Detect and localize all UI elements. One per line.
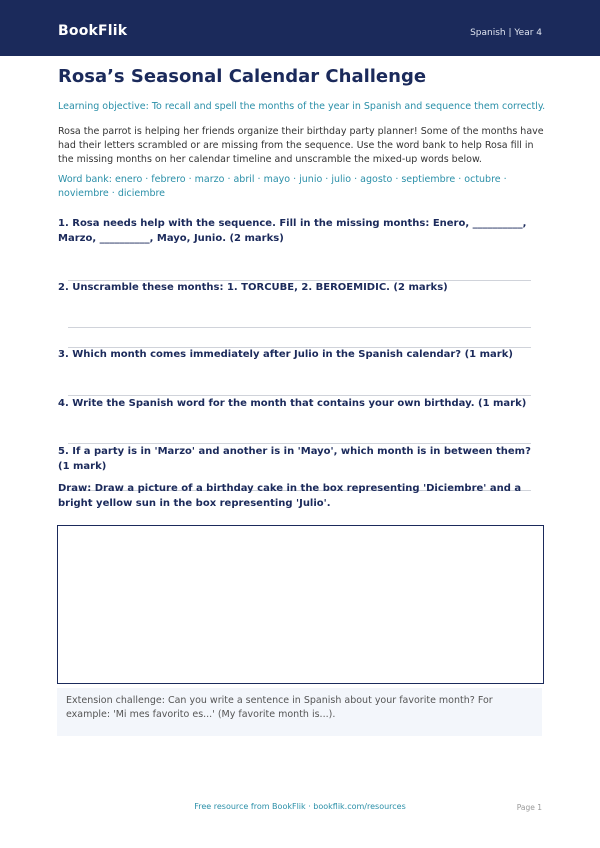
- word-bank: Word bank: enero · febrero · marzo · abril · mayo · junio · julio · agosto · septiembre · octubre · noviembre · diciembre: [58, 174, 507, 199]
- header-bar: [0, 0, 600, 56]
- question-2: 2. Unscramble these months: 1. TORCUBE, 2. BEROEMIDIC. (2 marks): [58, 282, 448, 293]
- draw-task: Draw: Draw a picture of a birthday cake in the box representing 'Diciembre' and a bright yellow sun in the box representing 'Julio'.: [58, 483, 522, 509]
- footer-credit: Free resource from BookFlik · bookflik.com/resources: [194, 802, 406, 811]
- answer-line: [68, 327, 531, 328]
- extension-challenge: [57, 688, 542, 736]
- page-number: Page 1: [516, 803, 542, 812]
- learning-objective: Learning objective: To recall and spell the months of the year in Spanish and sequence them correctly.: [58, 101, 546, 112]
- question-3: 3. Which month comes immediately after Julio in the Spanish calendar? (1 mark): [58, 349, 513, 360]
- question-4: 4. Write the Spanish word for the month that contains your own birthday. (1 mark): [58, 398, 527, 409]
- extension-text: Extension challenge: Can you write a sentence in Spanish about your favorite month? For example: 'Mi mes favorito es...' (My favorite month is...).: [66, 695, 493, 720]
- intro-text: Rosa the parrot is helping her friends organize their birthday party planner! Some of the months have had their letters scrambled or are missing from the sequence. Use the word bank to help Rosa fill in the missing months on her calendar timeline and unscramble the mixed-up words below.: [58, 126, 544, 165]
- brand-logo: BookFlik: [58, 23, 128, 39]
- question-1: 1. Rosa needs help with the sequence. Fill in the missing months: Enero, __________, Marzo, __________, Mayo, Junio. (2 marks): [58, 218, 527, 244]
- question-5: 5. If a party is in 'Marzo' and another is in 'Mayo', which month is in between them? (1 mark): [58, 446, 531, 472]
- page-title: Rosa’s Seasonal Calendar Challenge: [58, 66, 427, 87]
- drawing-box[interactable]: [57, 525, 544, 684]
- subject-year-label: Spanish | Year 4: [470, 28, 542, 38]
